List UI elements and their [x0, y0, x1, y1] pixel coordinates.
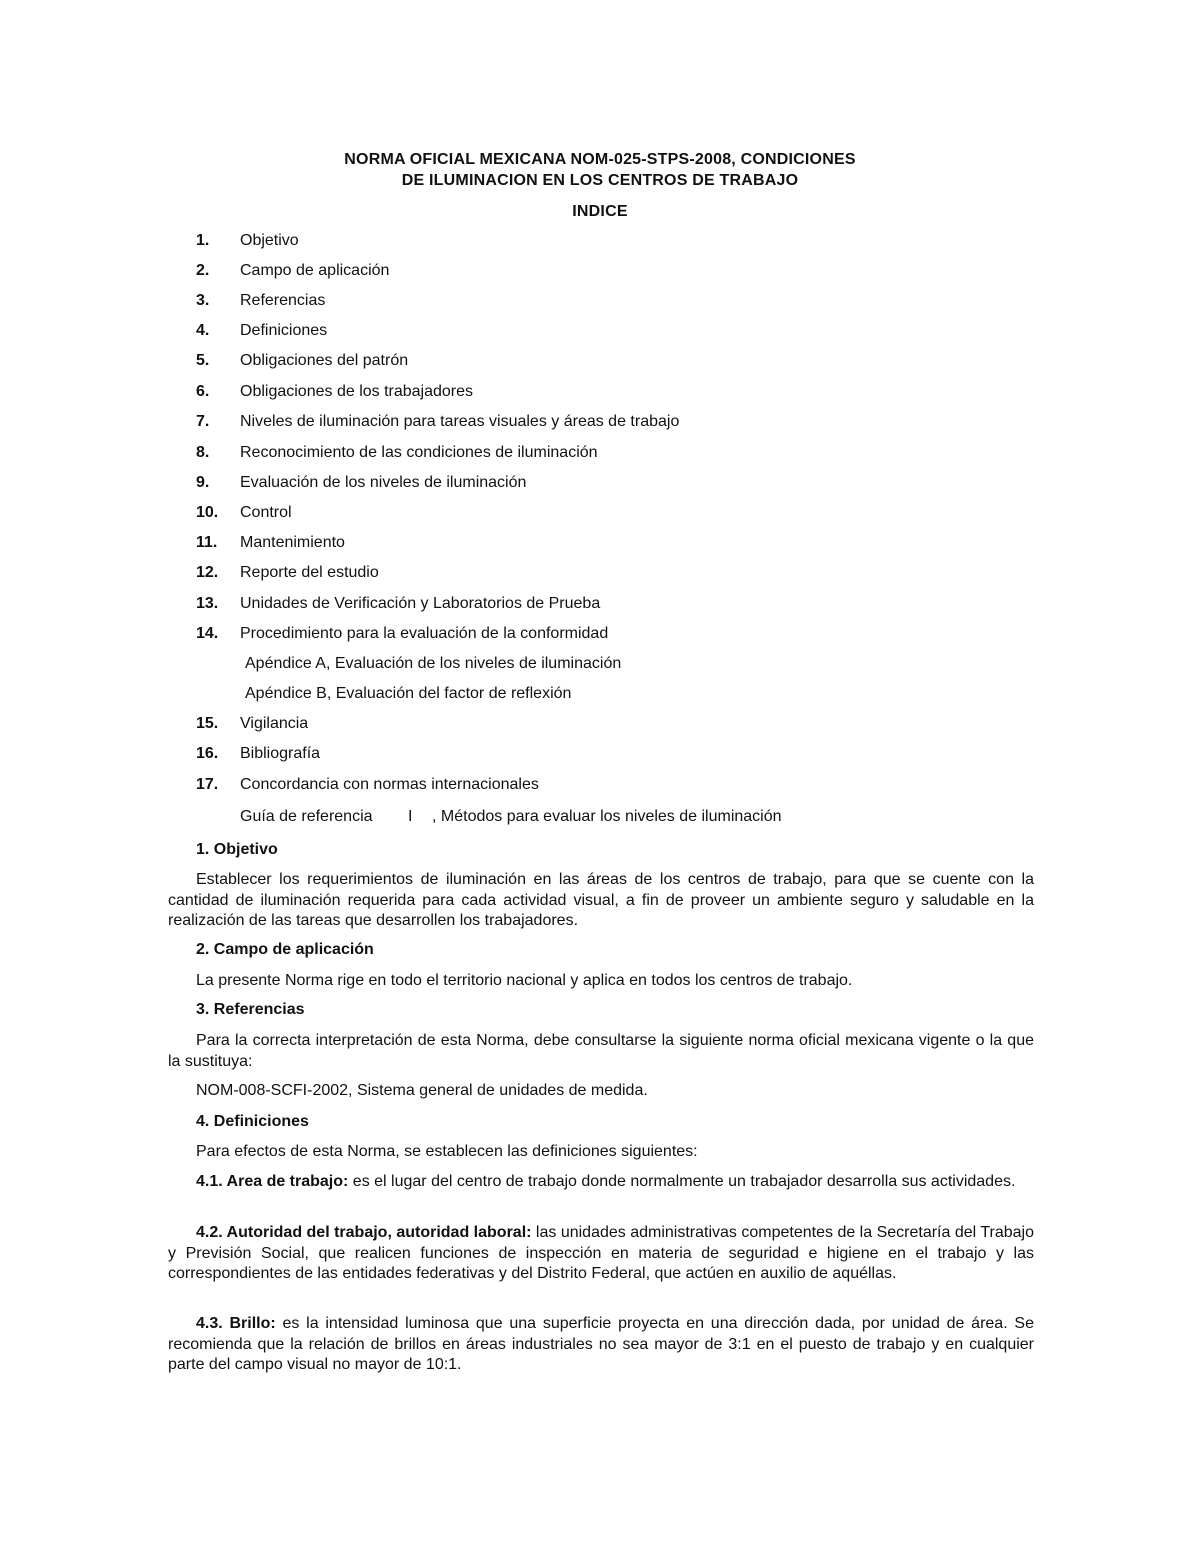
- index-item: Reporte del estudio: [240, 564, 379, 581]
- index-heading: INDICE: [572, 203, 628, 220]
- index-item: Evaluación de los niveles de iluminación: [240, 474, 527, 491]
- index-item: Reconocimiento de las condiciones de iluminación: [240, 444, 598, 461]
- guide-reference-title: , Métodos para evaluar los niveles de iluminación: [432, 808, 782, 825]
- definition-text: es la intensidad luminosa que una superficie proyecta en una dirección dada, por unidad de área. Se recomienda que la relación de brillos en áreas industriales no sea mayor de 3:1 en el puesto de trabajo y en cualquier parte del campo visual no mayor de 10:1.: [168, 1315, 1034, 1373]
- index-number: 11.: [196, 534, 218, 551]
- appendix-item: Apéndice B, Evaluación del factor de reflexión: [245, 685, 572, 702]
- index-number: 15.: [196, 715, 219, 732]
- section-heading: 3. Referencias: [196, 1001, 305, 1018]
- index-item: Mantenimiento: [240, 534, 345, 551]
- index-number: 14.: [196, 625, 219, 642]
- index-number: 1.: [196, 232, 210, 249]
- index-item: Referencias: [240, 292, 326, 309]
- reference-line: NOM-008-SCFI-2002, Sistema general de unidades de medida.: [196, 1082, 648, 1099]
- index-item: Obligaciones del patrón: [240, 352, 409, 369]
- definition-4-3: [168, 1314, 1034, 1376]
- index-number: 17.: [196, 776, 219, 793]
- guide-reference-label: Guía de referencia: [240, 808, 373, 825]
- document-title-line1: NORMA OFICIAL MEXICANA NOM-025-STPS-2008, CONDICIONES: [344, 151, 856, 168]
- index-number: 7.: [196, 413, 210, 430]
- definition-text: es el lugar del centro de trabajo donde normalmente un trabajador desarrolla sus actividades.: [348, 1173, 1016, 1190]
- definition-term: 4.2. Autoridad del trabajo, autoridad laboral:: [196, 1224, 532, 1241]
- index-item: Bibliografía: [240, 745, 321, 762]
- definition-text: las unidades administrativas competentes de la Secretaría del Trabajo y Previsión Social, que realicen funciones de inspección en materia de seguridad e higiene en el trabajo y las correspondientes de las entidades federativas y del Distrito Federal, que actúen en auxilio de aquéllas.: [168, 1224, 1035, 1282]
- index-number: 10.: [196, 504, 219, 521]
- section-heading: 1. Objetivo: [196, 841, 278, 858]
- index-number: 6.: [196, 383, 210, 400]
- index-item: Procedimiento para la evaluación de la conformidad: [240, 625, 609, 642]
- appendix-item: Apéndice A, Evaluación de los niveles de iluminación: [245, 655, 622, 672]
- index-item: Control: [240, 504, 292, 521]
- section-paragraph: Para la correcta interpretación de esta Norma, debe consultarse la siguiente norma oficial mexicana vigente o la que la sustituya:: [168, 1032, 1034, 1070]
- index-number: 3.: [196, 292, 210, 309]
- index-number: 13.: [196, 595, 219, 612]
- definition-term: 4.1. Area de trabajo:: [196, 1173, 349, 1190]
- index-item: Vigilancia: [240, 715, 309, 732]
- index-number: 12.: [196, 564, 219, 581]
- section-paragraph: Para efectos de esta Norma, se establecen las definiciones siguientes:: [196, 1143, 698, 1160]
- index-item: Definiciones: [240, 322, 328, 339]
- section-heading: 4. Definiciones: [196, 1113, 309, 1130]
- definition-4-1: [168, 1172, 1034, 1193]
- section-paragraph: La presente Norma rige en todo el territorio nacional y aplica en todos los centros de trabajo.: [196, 972, 853, 989]
- section-paragraph: Establecer los requerimientos de iluminación en las áreas de los centros de trabajo, para que se cuente con la cantidad de iluminación requerida para cada actividad visual, a fin de proveer un ambiente seguro y saludable en la realización de las tareas que desarrollen los trabajadores.: [168, 871, 1034, 929]
- index-number: 8.: [196, 444, 210, 461]
- index-number: 16.: [196, 745, 219, 762]
- document-title-line2: DE ILUMINACION EN LOS CENTROS DE TRABAJO: [401, 172, 799, 189]
- index-number: 9.: [196, 474, 210, 491]
- definition-term: 4.3. Brillo:: [196, 1315, 276, 1332]
- index-number: 5.: [196, 352, 210, 369]
- definition-4-2: [168, 1223, 1034, 1285]
- section-heading: 2. Campo de aplicación: [196, 941, 374, 958]
- index-number: 2.: [196, 262, 210, 279]
- index-item: Obligaciones de los trabajadores: [240, 383, 474, 400]
- index-item: Objetivo: [240, 232, 299, 249]
- index-item: Niveles de iluminación para tareas visuales y áreas de trabajo: [240, 413, 680, 430]
- index-item: Campo de aplicación: [240, 262, 390, 279]
- index-item: Concordancia con normas internacionales: [240, 776, 539, 793]
- guide-reference-number: I: [408, 808, 413, 825]
- index-item: Unidades de Verificación y Laboratorios de Prueba: [240, 595, 601, 612]
- index-number: 4.: [196, 322, 210, 339]
